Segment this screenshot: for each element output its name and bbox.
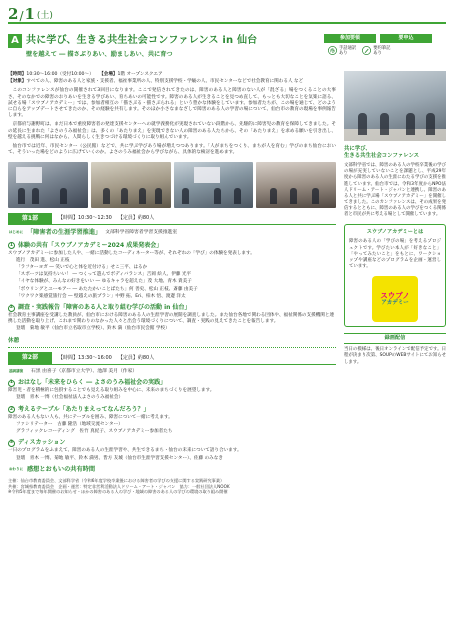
sign-language-tag <box>328 46 356 57</box>
item-text: 障害児・者を積極的に包摂することでも見える取り組みを中心に、未来のまちづくりを展望します。 <box>8 388 215 394</box>
break-label: 休憩 <box>8 338 20 345</box>
date-header <box>8 6 446 24</box>
sign-language-icon <box>328 46 337 55</box>
session-1-item-title: 1 体験の共有「スウブノアカデミー2024 成果発表会」 <box>9 241 163 249</box>
item-text: 登壇 青木 一博、菊地 敏平、鈴木 満男、皆方 友城（仙台市生涯学習支援センター）、佐藤 のみなき <box>16 455 223 461</box>
item-text: 登壇 青木 一博（社会福祉法人よさのうみ福祉会） <box>16 395 124 401</box>
date-weekday: (土) <box>36 11 53 21</box>
session-2-closing <box>8 466 336 474</box>
credit-line: 主催：仙台市教育委員会、文部科学省（令和6年度学校卒業後における障害者の学びの支援に関する実践研究事業） <box>8 478 225 484</box>
main-column <box>8 68 336 495</box>
closing-logo: おわりに <box>8 466 24 471</box>
note-taking-label: 要約筆記 あり <box>373 45 391 57</box>
academy-info-box <box>344 224 446 327</box>
side-heading: 共に学び、 生きる共生社会コンファレンス <box>344 146 420 160</box>
credit-line: 共催：宮城県教育委員会 企画・運営：特定非営利活動法人ドリーム・アート・ジャパン 協力：一般社団法人NOOK <box>8 483 230 489</box>
keynote-speakers: 石黒 由喜子（京都市立大学）、池澤 美月（作家） <box>31 368 138 374</box>
application-required-tag: 要申込 <box>380 34 432 43</box>
break-divider <box>8 338 336 348</box>
target-line: 【対象】すべての人、障害のある人と家族・支援者、福祉事業所の人、特別支援学校・学級の人、市民センターなどで社会教育に関わる人 など <box>8 79 304 85</box>
side-description: 文部科学省では、障害のある人の学校卒業後の学びの場が充実していないことを課題とし、平成29年度から障害のある人の生涯にわたる学びの支援を推進しています。仙台市では、令和3年度からNPO法人ドリーム・アート・ジャパンと連携し、障害のある人と共に学ぶ場「スウブノアカデミー」を開催してきました。このカンファレンスは、その成果を発信するとともに、障害のある人の学びをつくる関係者と市民が共に考える場として開催しています。 <box>344 163 446 218</box>
session-1-time: 【時間】10:30〜12:30 <box>58 215 112 222</box>
item-text: 障害のある人もない人も、共にテーブルを囲み、障害について一緒に考えます。 <box>8 414 173 420</box>
program-title-block <box>8 34 324 66</box>
intro-paragraph: 京都府与謝野町は、まだ日本で重度障害者の発達支援センターへの就学義務化が実現されていない段階から、先駆的に障害児の教育を保障してきました。その延長に生まれた「よさのうみ福祉会」は、多くの「あたりまえ」を実現できない人の障害のある人たちから、その「あたりまえ」を求める願いを引き出し、壁を越える挑戦に何はなから、人間らしく生きつづける環境づくりに取り組んでいます。 <box>8 122 336 140</box>
session-1-opening <box>8 229 336 237</box>
academy-box-text: 障害のある人の「学びの場」を考えるプロジェクトです。学びたい本人が「好きなこと」「やってみたいこと」をもとに、ワークショップや講座などのプログラムを企画・運営しています。 <box>349 239 441 270</box>
content-columns <box>8 68 446 495</box>
event-target: すべての人、障害のある人と家族・支援者、福祉事業所の人、特別支援学校・学級の人、市民センターなどで社会教育に関わる人 など <box>26 79 304 85</box>
event-venue: 1階 オープンスクエア <box>117 72 163 77</box>
time-venue-line: 【時間】10:30〜16:00（受付10:00〜） 【会場】1階 オープンスクエア <box>8 72 163 77</box>
closing-title: 感想とおもいの共有時間 <box>27 465 96 473</box>
recording-info <box>344 333 446 365</box>
session-2-keynote <box>8 369 336 375</box>
participation-tag: 参加要領 <box>324 34 376 43</box>
credits <box>8 478 336 495</box>
session-2-item-title: 2 考えるテーブル「あたりまえってなんだろう？」 <box>9 405 150 413</box>
item-text: スウブノアカデミーに参加した人や、一緒に活動したコーディネーター等が、それぞれの「学び」の体験を発表します。 <box>8 250 255 256</box>
academy-box-title: スウブノアカデミーとは <box>366 229 424 236</box>
date-day: 1 <box>24 5 35 23</box>
session-2-item-title: 1 おはなし「未来をひらく ― よさのうみ福祉会の実践」 <box>9 379 167 387</box>
item-text: 「ラフターヨガ ― 笑いで心と体を近付ける」せこ三平、はるか <box>16 265 148 271</box>
item-text: ファシリテーター 古藤 隆浩（地域交流センター） <box>16 421 123 427</box>
item-text: 「ボウリングとユーモアー ― あたたかいことばたち」何 善史、松山 正枝、斎藤 由美子 <box>16 286 198 292</box>
pen-note-icon <box>362 46 371 55</box>
opening-speaker: 文部科学省障害者学習支援推進室 <box>105 230 178 236</box>
item-text: 登壇 菊地 敏平（仙台市立名取市立学校）、鈴木 満（仙台市民会館 学校） <box>16 326 170 332</box>
session-1-label: 第1部 <box>8 213 52 225</box>
item-text: 「イヤな体験が、みんなの好きをいい ― ゆるキャラを超えた」茂 大地、青木 貴美子 <box>16 279 192 285</box>
session-2-time: 【時間】13:30〜16:00 <box>58 354 112 361</box>
item-text: 「ワクワク楽感覚旅行会 ― 壁越えの旅プラン」中野 拓、Eri、柏木 悟、渡邊 洋太 <box>16 293 186 299</box>
photo-strip <box>8 162 336 208</box>
event-photo <box>174 162 254 208</box>
session-1-capacity: 【定員】約80人 <box>117 215 155 222</box>
event-photo <box>8 162 88 208</box>
sign-language-label: 手話通訳 あり <box>339 45 357 57</box>
session-1-item-title: 2 調査・実践報告「障害のある人と取り組む学びの活動 in 仙台」 <box>9 304 191 312</box>
program-subtitle: 壁を越えて ― 描さぶりあい、励ましあい、共に育つ <box>26 51 173 58</box>
item-text: グラフィックレコーディング 佐竹 真紀子、スウブノアカデミー参加者たち <box>16 429 173 435</box>
session-2-item-title: 3 ディスカッション <box>9 439 66 447</box>
item-text: 社会教育主事講座を受講した教員が、仙台市における障害のある人の生涯学習の展開を調査しました。また仙台各地で関わる団体や、福祉関係の支援機関と連携した活動を取り上げ、これまで関わりのなかった人々と出会う環境づくりについて、調査・実践の見えてきたことを報告します。 <box>8 313 335 325</box>
session-2-header <box>8 353 336 365</box>
intro-paragraph: 仙台市では近年、市民センター（公民館）などで、共に学ぶ学びあう場が増えつつあります。「人がまちをつくり、まちが人を育む」学びのまち仙台において、そういった場をどのように広げていくのか。よさのうみ福祉会から学びながら、具体的な検討を進めます。 <box>8 143 336 156</box>
item-text: 「スポーツは気持ちいい！ ― つくって遊んでボディバランス」吉岡 絵人、伊藤 光平 <box>16 272 192 278</box>
credit-line: ※令和5年度まで毎年開催のお知らせ・ほかの障害のある人の学び・地域の障害のある人の学びの環境の取り組み開催 <box>8 489 228 495</box>
intro-paragraph: このコンファレンスが仙台の開催されて3回目になります。ここで発信されてきたのは、障害のある人と障害のない人が「混ざる」場をつくることの大事さ、そのなかでの障害のおりあいを生きる学びあい、育ちあいの可能性です。障害のある人が生きることを見つめ直して、もっとも大切なことを気楽に語る、試せる場「スウブノアカデミー」では、参加者相互の「描さぶる・描さぶられる」という豊かな体験をしています。参加者たちが、この場を通じて、どのように自らをアップデートさせてきたのか、その経験を共有します。そのほか小さなまなざしで障害のある人の学習の場について、仙台市の教育の現場を事例報告します。 <box>8 88 336 119</box>
keynote-logo: 基調講演 <box>8 368 24 373</box>
participation-tags <box>324 34 446 66</box>
session-1-header <box>8 213 336 225</box>
note-taking-tag <box>362 46 390 57</box>
recording-text: 当日の模様は、後日オンラインで配信予定です。日程が決まり次第、SOUPのWEBサイトにてお知らせします。 <box>344 347 446 365</box>
date-month: 2 <box>8 5 19 23</box>
item-text: 進行 茂田 進、松山 正枝 <box>16 257 70 263</box>
event-photo <box>91 162 171 208</box>
program-badge: A <box>8 34 22 48</box>
academy-logo: スウブノ アカデミー <box>372 276 418 322</box>
date-slash: / <box>19 9 24 23</box>
event-photo <box>256 162 336 208</box>
program-title-row <box>8 34 446 66</box>
opening-logo: はじめに <box>8 230 24 235</box>
event-time: 10:30〜16:00（受付10:00〜） <box>26 72 94 77</box>
recording-title: 録画配信 <box>344 333 446 344</box>
session-2-label: 第2部 <box>8 352 52 364</box>
opening-title: 「障害者の生涯学習推進」 <box>27 229 102 237</box>
side-photo <box>344 71 446 141</box>
item-text: 一日のプログラムをふまえて、障害のある人の生涯学習や、共生できるまち・仙台の未来について語り合います。 <box>8 448 242 454</box>
program-title: 共に学び、生きる共生社会コンファレンス in 仙台 <box>26 35 258 47</box>
side-column <box>344 68 446 495</box>
session-2-capacity: 【定員】約80人 <box>117 354 155 361</box>
